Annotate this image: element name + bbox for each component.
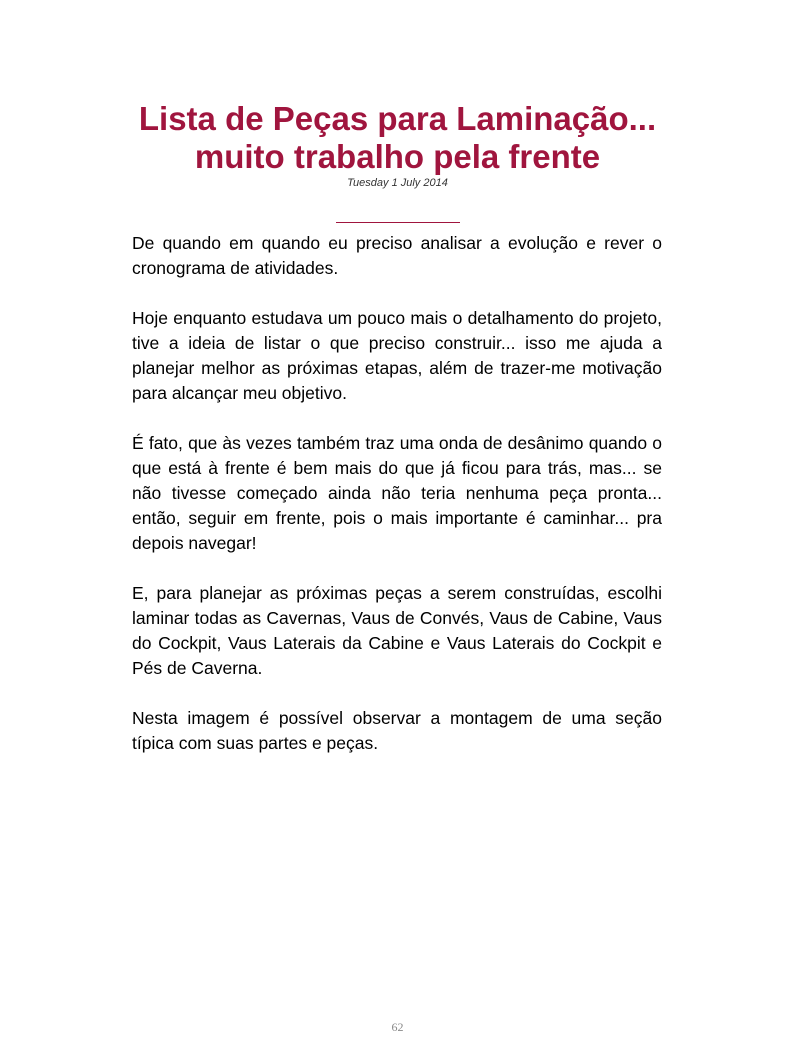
page-number: 62 [391, 1020, 404, 1034]
post-body [132, 231, 662, 781]
paragraph-3: É fato, que às vezes também traz uma onda de desânimo quando o que está à frente é bem mais do que já ficou para trás, mas... se não tivesse começado ainda não teria nenhuma peça pronta... então, seguir em frente, pois o mais importante é caminhar... pra depois navegar! [132, 433, 662, 553]
post-title-line-2: muito trabalho pela frente [194, 138, 601, 175]
post-title-line-1: Lista de Peças para Laminação... [138, 100, 657, 137]
paragraph-4: E, para planejar as próximas peças a serem construídas, escolhi laminar todas as Cavernas, Vaus de Convés, Vaus de Cabine, Vaus do Cockpit, Vaus Laterais da Cabine e Vaus Laterais do Cockpit e Pés de Caverna. [132, 583, 662, 678]
title-divider [336, 222, 460, 223]
paragraph-2: Hoje enquanto estudava um pouco mais o detalhamento do projeto, tive a ideia de listar o que preciso construir... isso me ajuda a planejar melhor as próximas etapas, além de trazer-me motivação para alcançar meu objetivo. [132, 308, 662, 403]
paragraph-1: De quando em quando eu preciso analisar a evolução e rever o cronograma de atividades. [132, 233, 662, 278]
paragraph-5: Nesta imagem é possível observar a montagem de uma seção típica com suas partes e peças. [132, 708, 662, 753]
post-title [0, 100, 795, 176]
post-date: Tuesday 1 July 2014 [347, 177, 448, 189]
